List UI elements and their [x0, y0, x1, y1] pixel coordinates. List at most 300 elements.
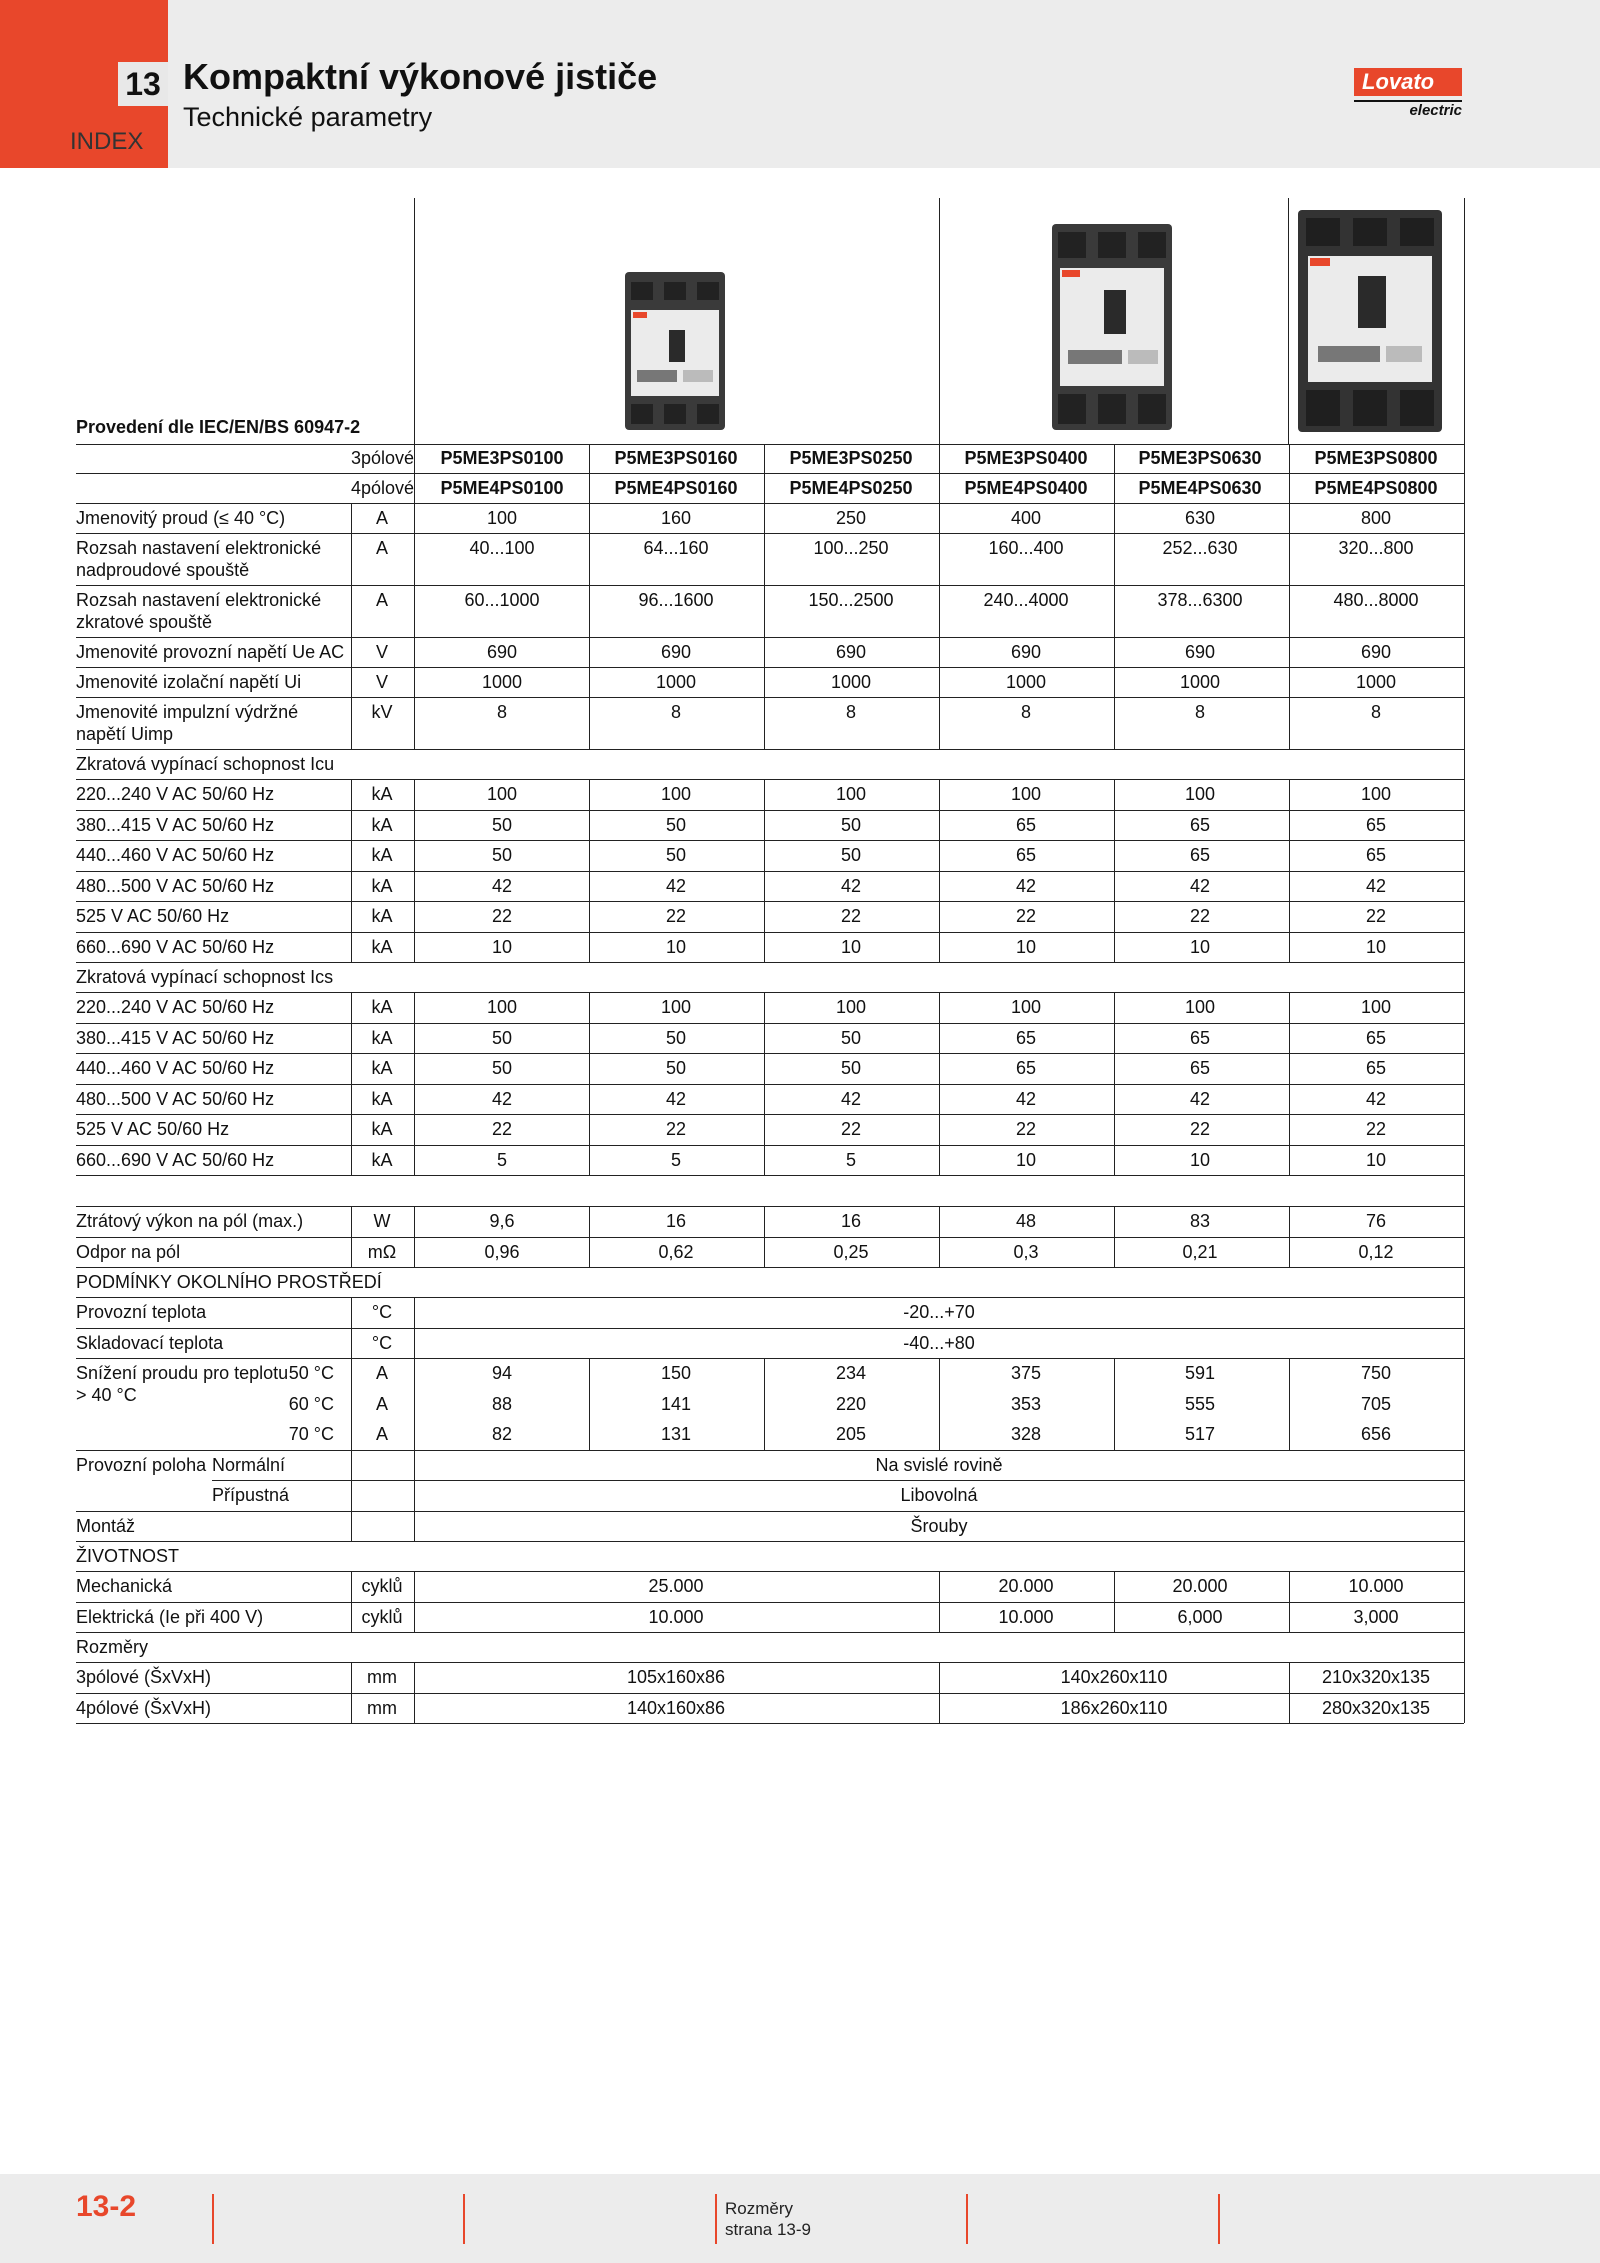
row-unit: kA [371, 875, 393, 896]
table-divider [589, 533, 590, 585]
table-divider [1289, 871, 1290, 902]
row-value: 42 [1189, 1088, 1211, 1109]
row-value: 50 [840, 814, 862, 835]
group-title: PODMÍNKY OKOLNÍHO PROSTŘEDÍ [76, 1272, 382, 1292]
table-rule [76, 779, 1464, 780]
table-divider [939, 871, 940, 902]
table-divider [764, 992, 765, 1023]
lovato-logo [1354, 68, 1462, 119]
row-value: 50 [665, 814, 687, 835]
row-label: 440...460 V AC 50/60 Hz [76, 845, 275, 865]
row-value: 22 [840, 1119, 862, 1139]
row-value: 100 [486, 508, 518, 528]
logo-subtext: electric [1354, 100, 1462, 119]
table-divider [589, 1419, 590, 1450]
table-divider [589, 901, 590, 932]
table-divider [1464, 1206, 1465, 1237]
row-value: 750 [1360, 1363, 1392, 1383]
row-value: 100 [835, 784, 867, 804]
model-4pole: P5ME4PS0400 [964, 478, 1088, 498]
table-divider [764, 667, 765, 697]
table-divider [1289, 444, 1290, 503]
row-value: 591 [1184, 1363, 1216, 1383]
table-divider [764, 840, 765, 871]
table-rule [76, 667, 1464, 668]
row-value: 42 [491, 1088, 513, 1109]
row-value: 50 [491, 1027, 513, 1048]
table-rule [76, 1206, 1464, 1207]
table-divider [1464, 871, 1465, 902]
table-divider [1464, 1145, 1465, 1176]
table-divider [1464, 810, 1465, 841]
table-divider [939, 901, 940, 932]
table-divider [1464, 1511, 1465, 1542]
row-unit: W [373, 1211, 391, 1231]
row-value: 100 [1360, 997, 1392, 1017]
table-divider [1289, 932, 1290, 963]
table-divider [589, 1389, 590, 1420]
row-value: 1000 [830, 672, 872, 692]
table-divider [764, 1145, 765, 1176]
row-label: 660...690 V AC 50/60 Hz [76, 1149, 275, 1170]
table-divider [1464, 1175, 1465, 1206]
row-value: 94 [491, 1363, 513, 1383]
table-rule [76, 962, 1464, 963]
row-value: 100 [1184, 784, 1216, 804]
row-value: 141 [660, 1393, 692, 1414]
row-value: 0,3 [1013, 1241, 1039, 1262]
table-divider [939, 1023, 940, 1054]
row-unit: A [375, 1363, 388, 1383]
table-divider [1464, 1480, 1465, 1511]
row-unit: °C [371, 1332, 393, 1353]
footer-separator [1218, 2194, 1220, 2244]
table-divider [1289, 1145, 1290, 1176]
row-label: 525 V AC 50/60 Hz [76, 906, 230, 926]
table-divider [1464, 1267, 1465, 1297]
table-divider [589, 1053, 590, 1084]
model-3pole: P5ME3PS0250 [789, 448, 913, 468]
table-divider [764, 932, 765, 963]
row-value: 10.000 [648, 1606, 704, 1627]
group-title: Rozměry [76, 1637, 149, 1657]
table-divider [1289, 1114, 1290, 1145]
row-value: 353 [1010, 1393, 1042, 1414]
table-divider [414, 1297, 415, 1328]
group-title: Zkratová vypínací schopnost Icu [76, 754, 335, 774]
row-label: 660...690 V AC 50/60 Hz [76, 936, 275, 957]
table-divider [351, 1511, 352, 1542]
row-unit: kV [371, 702, 393, 722]
row-value: 1000 [1355, 672, 1397, 692]
row-unit: cyklů [361, 1576, 403, 1596]
table-divider [1464, 1632, 1465, 1662]
table-divider [939, 810, 940, 841]
row-unit: V [375, 672, 388, 692]
table-divider [1289, 637, 1290, 667]
chapter-number: 13 [118, 62, 168, 106]
table-rule [76, 1267, 1464, 1268]
table-divider [351, 1450, 352, 1481]
row-value: 5 [845, 1149, 856, 1170]
row-value: 3,000 [1353, 1606, 1399, 1627]
table-divider [589, 1114, 590, 1145]
table-divider [414, 637, 415, 667]
table-divider [1289, 1389, 1290, 1420]
row-value: 10 [491, 936, 513, 957]
row-unit: kA [371, 936, 393, 957]
table-rule [76, 1328, 1464, 1329]
table-rule [76, 871, 1464, 872]
table-rule [76, 1693, 1464, 1694]
row-value: 8 [670, 702, 681, 722]
table-divider [1464, 749, 1465, 779]
table-divider [414, 697, 415, 749]
row-label: 380...415 V AC 50/60 Hz [76, 814, 275, 835]
row-value: 42 [665, 1088, 687, 1109]
table-divider [1464, 1571, 1465, 1602]
table-divider [764, 901, 765, 932]
table-divider [414, 1053, 415, 1084]
row-value: 50 [840, 845, 862, 865]
breaker-image-large [1296, 210, 1444, 432]
position-label: Provozní poloha [76, 1454, 207, 1475]
table-divider [939, 1237, 940, 1268]
reference-page: strana 13-9 [725, 2220, 811, 2239]
table-divider [1464, 1541, 1465, 1571]
row-unit: A [375, 590, 388, 610]
row-unit: kA [371, 997, 393, 1017]
row-value: 42 [840, 1088, 862, 1109]
table-divider [414, 1114, 415, 1145]
section-title: Provedení dle IEC/EN/BS 60947-2 [76, 417, 361, 437]
table-divider [939, 697, 940, 749]
table-divider [1464, 503, 1465, 533]
table-divider [1464, 533, 1465, 585]
row-value: 8 [1370, 702, 1381, 722]
row-value: 1000 [1005, 672, 1047, 692]
row-value: 400 [1010, 508, 1042, 528]
table-divider [589, 1023, 590, 1054]
table-divider [1464, 1693, 1465, 1724]
row-value: 1000 [1179, 672, 1221, 692]
table-divider [414, 1206, 415, 1237]
table-divider [1289, 1023, 1290, 1054]
table-divider [1289, 1693, 1290, 1724]
row-value: 42 [665, 875, 687, 896]
table-rule [76, 1723, 1464, 1724]
row-value: 50 [840, 1027, 862, 1048]
row-value: 100 [1184, 997, 1216, 1017]
model-3pole: P5ME3PS0160 [614, 448, 738, 468]
row-value: 250 [835, 508, 867, 528]
row-value: 205 [835, 1424, 867, 1444]
table-divider [414, 871, 415, 902]
table-divider [1464, 444, 1465, 503]
row-value: 705 [1360, 1393, 1392, 1414]
table-rule [76, 637, 1464, 638]
table-divider [1464, 1328, 1465, 1359]
table-divider [589, 1358, 590, 1389]
row-value: 555 [1184, 1393, 1216, 1414]
model-3pole: P5ME3PS0630 [1138, 448, 1262, 468]
row-value: 22 [1365, 1119, 1387, 1139]
row-label: 525 V AC 50/60 Hz [76, 1119, 230, 1139]
row-value: 10 [1365, 936, 1387, 957]
model-4pole: P5ME4PS0100 [440, 478, 564, 498]
table-divider [414, 1602, 415, 1633]
row-value: 64...160 [643, 538, 709, 558]
row-value: 220 [835, 1393, 867, 1414]
table-divider [1289, 503, 1290, 533]
row-value: 50 [665, 1027, 687, 1048]
row-value: 186x260x110 [1060, 1697, 1168, 1718]
row-value: 50 [491, 814, 513, 835]
table-divider [764, 533, 765, 585]
row-value: 50 [665, 845, 687, 865]
label-3pole: 3pólové [350, 448, 414, 468]
table-rule [76, 1602, 1464, 1603]
row-value: 140x260x110 [1060, 1667, 1168, 1687]
derating-temp: 70 °C [288, 1424, 334, 1444]
row-value: 16 [665, 1211, 687, 1231]
table-divider [589, 585, 590, 637]
row-value: 42 [1015, 1088, 1037, 1109]
row-value: 690 [1010, 642, 1042, 662]
table-divider [1464, 1297, 1465, 1328]
row-value: 0,12 [1358, 1241, 1394, 1262]
derating-label-temp: > 40 °C [76, 1385, 137, 1405]
table-divider [1289, 1084, 1290, 1115]
row-value: 690 [486, 642, 518, 662]
row-unit: kA [371, 1149, 393, 1170]
table-divider [414, 901, 415, 932]
row-unit: mm [367, 1697, 397, 1718]
table-rule [76, 1358, 1464, 1359]
row-value: 0,62 [658, 1241, 694, 1262]
row-value: 8 [1020, 702, 1031, 722]
row-label: Skladovací teplota [76, 1332, 224, 1353]
table-rule [76, 444, 1464, 445]
row-unit: A [375, 508, 388, 528]
table-divider [414, 1389, 415, 1420]
table-divider [939, 992, 940, 1023]
row-value: 65 [1015, 1027, 1037, 1048]
row-value: 0,96 [484, 1241, 520, 1262]
row-unit: A [375, 538, 388, 558]
image-divider [1288, 198, 1289, 444]
table-divider [764, 1084, 765, 1115]
row-value: 100 [486, 997, 518, 1017]
row-value: 160 [660, 508, 692, 528]
table-divider [764, 779, 765, 810]
table-divider [939, 1206, 940, 1237]
table-rule [76, 749, 1464, 750]
table-divider [1289, 1662, 1290, 1693]
table-divider [589, 1206, 590, 1237]
table-divider [939, 840, 940, 871]
index-link[interactable]: INDEX [70, 128, 144, 155]
row-value: 22 [1189, 1119, 1211, 1139]
row-value: 140x160x86 [626, 1697, 726, 1718]
model-3pole: P5ME3PS0100 [440, 448, 564, 468]
row-value: 10 [1365, 1149, 1387, 1170]
table-divider [939, 1145, 940, 1176]
row-value: 100 [1010, 997, 1042, 1017]
table-divider [1464, 1450, 1465, 1481]
row-value: 6,000 [1177, 1606, 1223, 1627]
row-value: 8 [496, 702, 507, 722]
row-value: 160...400 [988, 538, 1064, 558]
table-divider [589, 637, 590, 667]
table-divider [939, 1571, 940, 1602]
row-value: 10 [1015, 936, 1037, 957]
footer-separator [212, 2194, 214, 2244]
logo-text: Lovato [1354, 68, 1462, 96]
table-rule [76, 1237, 1464, 1238]
row-value: 378...6300 [1157, 590, 1243, 610]
footer-separator [463, 2194, 465, 2244]
row-value: 10.000 [1348, 1576, 1404, 1596]
model-4pole: P5ME4PS0250 [789, 478, 913, 498]
derating-label: Snížení proudu pro teplotu [76, 1363, 289, 1383]
table-divider [939, 1662, 940, 1693]
row-unit: kA [371, 845, 393, 865]
row-value: 65 [1189, 1027, 1211, 1048]
table-divider [1289, 992, 1290, 1023]
table-divider [1289, 1602, 1290, 1633]
table-divider [589, 779, 590, 810]
row-value: 8 [1194, 702, 1205, 722]
row-unit: kA [371, 814, 393, 835]
breaker-image-medium [1048, 224, 1176, 430]
row-value: 240...4000 [983, 590, 1069, 610]
table-divider [939, 1389, 940, 1420]
row-value: 656 [1360, 1424, 1392, 1444]
row-value: 65 [1189, 845, 1211, 865]
row-value: 150...2500 [808, 590, 894, 610]
row-value: 234 [835, 1363, 867, 1383]
table-divider [764, 1053, 765, 1084]
table-divider [1464, 962, 1465, 992]
row-value: 100 [1360, 784, 1392, 804]
row-value: 5 [670, 1149, 681, 1170]
table-divider [764, 585, 765, 637]
table-divider [414, 1571, 415, 1602]
table-divider [1464, 1053, 1465, 1084]
table-divider [939, 637, 940, 667]
table-rule [76, 932, 1464, 933]
table-divider [1289, 1571, 1290, 1602]
row-value: 10 [840, 936, 862, 957]
row-unit: kA [371, 1027, 393, 1048]
table-rule [76, 1632, 1464, 1633]
row-value: 65 [1189, 1058, 1211, 1078]
table-divider [414, 1480, 415, 1511]
table-divider [1464, 779, 1465, 810]
table-divider [939, 1053, 940, 1084]
table-divider [589, 503, 590, 533]
row-label: Odpor na pól [76, 1241, 181, 1262]
row-value: 328 [1010, 1424, 1042, 1444]
row-value: 96...1600 [638, 590, 714, 610]
row-value: 690 [835, 642, 867, 662]
row-unit: V [375, 642, 388, 662]
row-value: 22 [1189, 906, 1211, 926]
table-divider [589, 810, 590, 841]
table-divider [1464, 1114, 1465, 1145]
row-label: 480...500 V AC 50/60 Hz [76, 1088, 275, 1109]
table-divider [939, 585, 940, 637]
table-divider [1289, 779, 1290, 810]
table-divider [589, 871, 590, 902]
row-value-merged: Na svislé rovině [875, 1454, 1003, 1475]
row-value: 76 [1365, 1211, 1387, 1231]
row-value: 22 [1015, 1119, 1037, 1139]
row-value: 375 [1010, 1363, 1042, 1383]
row-value: 10.000 [998, 1606, 1054, 1627]
table-rule [76, 1662, 1464, 1663]
table-divider [1464, 932, 1465, 963]
row-value-merged: -20...+70 [903, 1302, 975, 1322]
table-divider [1289, 1053, 1290, 1084]
table-divider [1289, 840, 1290, 871]
table-divider [414, 1419, 415, 1450]
row-unit: A [375, 1424, 388, 1444]
table-divider [414, 1328, 415, 1359]
dimensions-reference-link[interactable] [725, 2198, 811, 2240]
table-divider [1464, 585, 1465, 637]
row-value: 630 [1184, 508, 1216, 528]
row-value: 22 [1015, 906, 1037, 926]
table-divider [414, 1358, 415, 1389]
row-value: 42 [1189, 875, 1211, 896]
table-divider [414, 1145, 415, 1176]
group-title: ŽIVOTNOST [76, 1546, 179, 1566]
model-3pole: P5ME3PS0400 [964, 448, 1088, 468]
row-value: 50 [840, 1058, 862, 1078]
row-value: 20.000 [1172, 1576, 1228, 1596]
row-unit: mm [367, 1667, 397, 1687]
row-label: 3pólové (ŠxVxH) [76, 1667, 212, 1687]
row-label: 380...415 V AC 50/60 Hz [76, 1027, 275, 1048]
table-divider [414, 1084, 415, 1115]
table-divider [1464, 1389, 1465, 1420]
row-unit: kA [371, 1058, 393, 1078]
row-value: 131 [660, 1424, 692, 1444]
table-divider [1289, 810, 1290, 841]
row-value: 100 [660, 997, 692, 1017]
group-title: Zkratová vypínací schopnost Ics [76, 967, 334, 987]
row-value: 22 [1365, 906, 1387, 926]
row-value: 82 [491, 1424, 513, 1444]
row-value: 83 [1189, 1211, 1211, 1231]
breaker-image-small [617, 272, 733, 430]
row-label: Ztrátový výkon na pól (max.) [76, 1211, 304, 1231]
table-divider [1464, 901, 1465, 932]
table-divider [589, 697, 590, 749]
table-divider [939, 444, 940, 503]
row-value: 65 [1365, 845, 1387, 865]
table-rule [76, 1297, 1464, 1298]
row-value-merged: -40...+80 [903, 1332, 975, 1353]
row-unit: kA [371, 906, 393, 926]
row-unit: kA [371, 1119, 393, 1139]
row-value: 0,21 [1182, 1241, 1218, 1262]
table-rule [76, 1450, 1464, 1451]
row-label: Jmenovité impulzní výdržné napětí Uimp [76, 702, 299, 744]
table-divider [414, 1511, 415, 1542]
